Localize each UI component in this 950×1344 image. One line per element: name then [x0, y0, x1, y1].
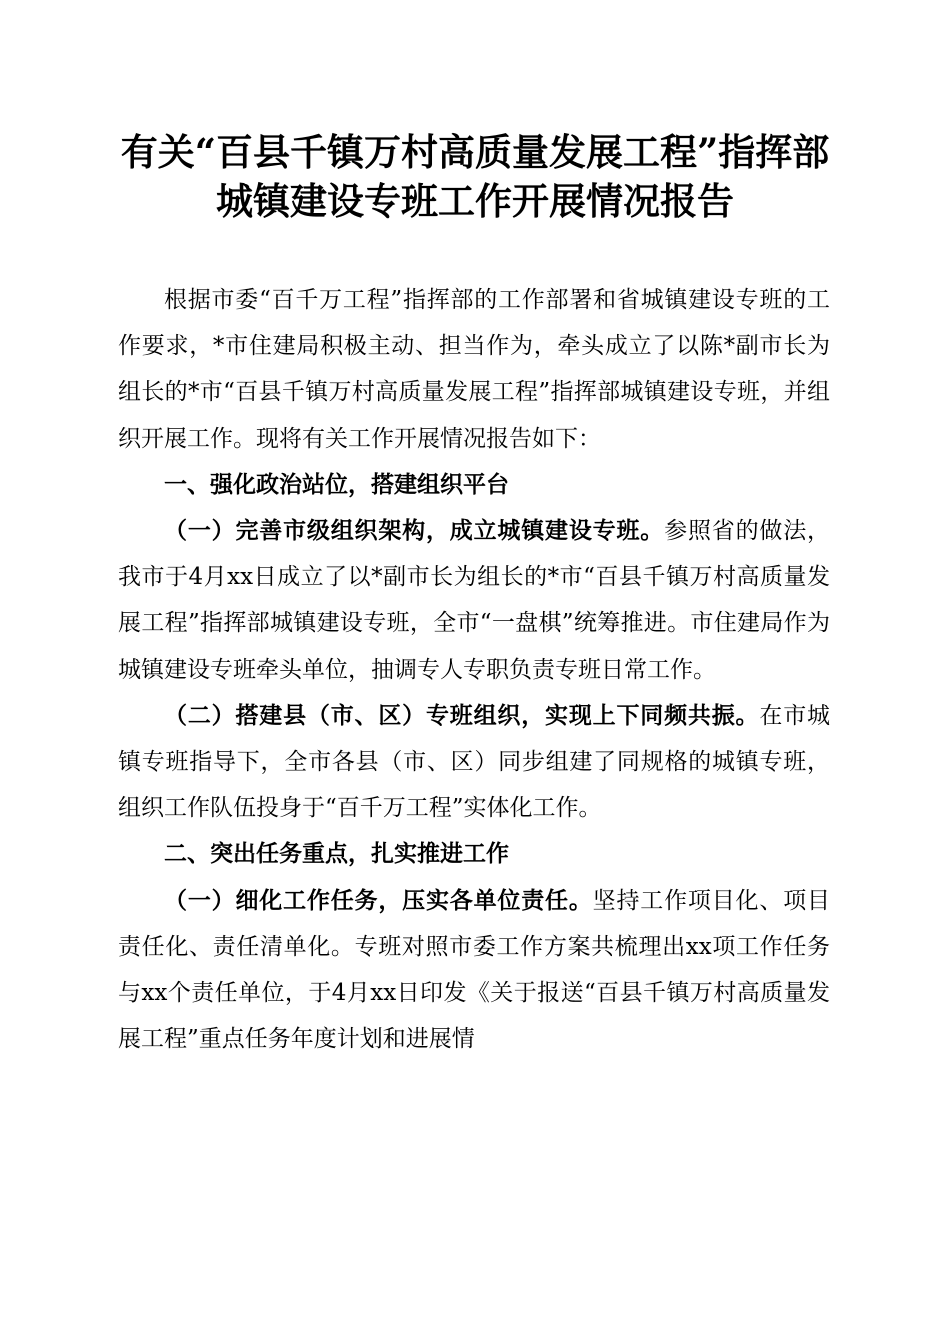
section-1-paragraph-1: [118, 508, 830, 693]
document-body: [118, 277, 830, 1062]
paragraph-lead: （一）完善市级组织架构，成立城镇建设专班。: [164, 517, 665, 545]
paragraph-body: 坚持工作项目化、项目责任化、责任清单化。专班对照市委工作方案共梳理出xx项工作任务与xx个责任单位，于4月xx日印发《关于报送“百县千镇万村高质量发展工程”重点任务年度计划和进展情: [118, 887, 831, 1053]
intro-paragraph: 根据市委“百千万工程”指挥部的工作部署和省城镇建设专班的工作要求，*市住建局积极主动、担当作为，牵头成立了以陈*副市长为组长的*市“百县千镇万村高质量发展工程”指挥部城镇建设专班，并组织开展工作。现将有关工作开展情况报告如下：: [118, 287, 830, 452]
paragraph-lead: （一）细化工作任务，压实各单位责任。: [164, 886, 593, 914]
paragraph-body: 参照省的做法，我市于4月xx日成立了以*副市长为组长的*市“百县千镇万村高质量发展工程”指挥部城镇建设专班，全市“一盘棋”统筹推进。市住建局作为城镇建设专班牵头单位，抽调专人专职负责专班日常工作。: [118, 518, 831, 683]
section-1-paragraph-2: [118, 693, 830, 832]
paragraph-body: 在市城镇专班指导下，全市各县（市、区）同步组建了同规格的城镇专班，组织工作队伍投身于“百千万工程”实体化工作。: [118, 702, 831, 822]
section-2-paragraph-1: [118, 878, 830, 1063]
title-line-1: 有关“百县千镇万村高质量发展工程”指挥部: [120, 130, 830, 174]
title-line-2: 城镇建设专班工作开展情况报告: [216, 179, 734, 223]
section-1-heading: 一、强化政治站位，搭建组织平台: [164, 471, 509, 498]
document-title: [110, 128, 840, 226]
paragraph-lead: （二）搭建县（市、区）专班组织，实现上下同频共振。: [164, 701, 760, 729]
section-2-heading: 二、突出任务重点，扎实推进工作: [164, 841, 509, 868]
